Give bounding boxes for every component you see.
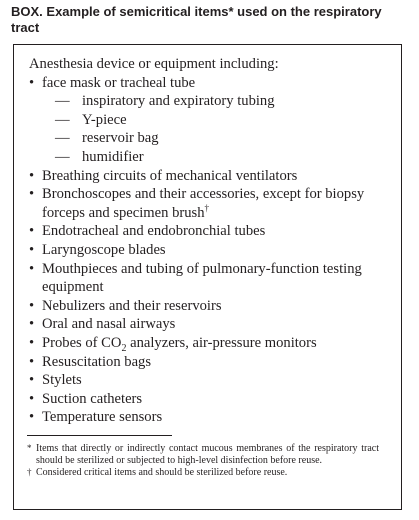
sub-list-item: — humidifier <box>42 148 389 167</box>
list-item-text: Suction catheters <box>42 390 143 407</box>
list-item-text: Laryngoscope blades <box>42 241 166 258</box>
sub-list-item: — Y-piece <box>42 111 389 130</box>
item-list <box>29 74 389 427</box>
list-item <box>29 353 389 372</box>
footnote-text: Items that directly or indirectly contact mucous membranes of the respiratory tract should be sterilized or subjected to high-level disinfection before reuse. <box>36 443 379 467</box>
list-item-text: Breathing circuits of mechanical ventilators <box>42 167 298 184</box>
footnote-asterisk: * Items that directly or indirectly contact mucous membranes of the respiratory tract should be sterilized or subjected to high-level disinfection before reuse. <box>27 443 379 467</box>
footnote-text: Considered critical items and should be sterilized before reuse. <box>36 467 288 479</box>
list-item <box>29 74 389 167</box>
list-item <box>29 408 389 427</box>
list-item <box>29 260 389 297</box>
list-item <box>29 222 389 241</box>
list-item-text: Resuscitation bags <box>42 353 152 370</box>
list-item <box>29 297 389 316</box>
box-title: BOX. Example of semicritical items* used on the respiratory tract <box>11 4 382 35</box>
list-item-text: Bronchoscopes and their accessories, except for biopsy forceps and specimen brush <box>42 186 365 221</box>
list-item-text: Oral and nasal airways <box>42 316 176 333</box>
list-item-text: Endotracheal and endobronchial tubes <box>42 223 266 240</box>
co2-subscript: 2 <box>121 342 127 354</box>
list-item <box>29 241 389 260</box>
list-item <box>29 315 389 334</box>
list-item-text: Stylets <box>42 372 82 389</box>
footnotes <box>27 443 379 480</box>
list-item <box>29 167 389 186</box>
box-content <box>29 55 389 427</box>
sub-list-item: — reservoir bag <box>42 129 389 148</box>
list-item-text: Mouthpieces and tubing of pulmonary-function testing equipment <box>42 260 362 296</box>
list-item-text: Temperature sensors <box>42 409 163 426</box>
list-item <box>29 390 389 409</box>
list-item-text: Nebulizers and their reservoirs <box>42 297 222 314</box>
sub-item-list <box>42 92 389 166</box>
sub-list-item: — inspiratory and expiratory tubing <box>42 92 389 111</box>
intro-line: Anesthesia device or equipment including: <box>29 56 279 72</box>
list-item <box>29 185 389 222</box>
footnote-dagger: † Considered critical items and should be sterilized before reuse. <box>27 467 288 479</box>
list-item-text-start: Probes of CO <box>42 334 122 351</box>
list-item-text-end: analyzers, air-pressure monitors <box>126 334 317 351</box>
list-item-text: face mask or tracheal tube <box>42 74 196 91</box>
footnote-divider <box>27 435 172 436</box>
list-item <box>29 371 389 390</box>
box-frame <box>13 44 402 510</box>
list-item <box>29 334 389 353</box>
dagger-footnote-mark: † <box>204 202 210 213</box>
